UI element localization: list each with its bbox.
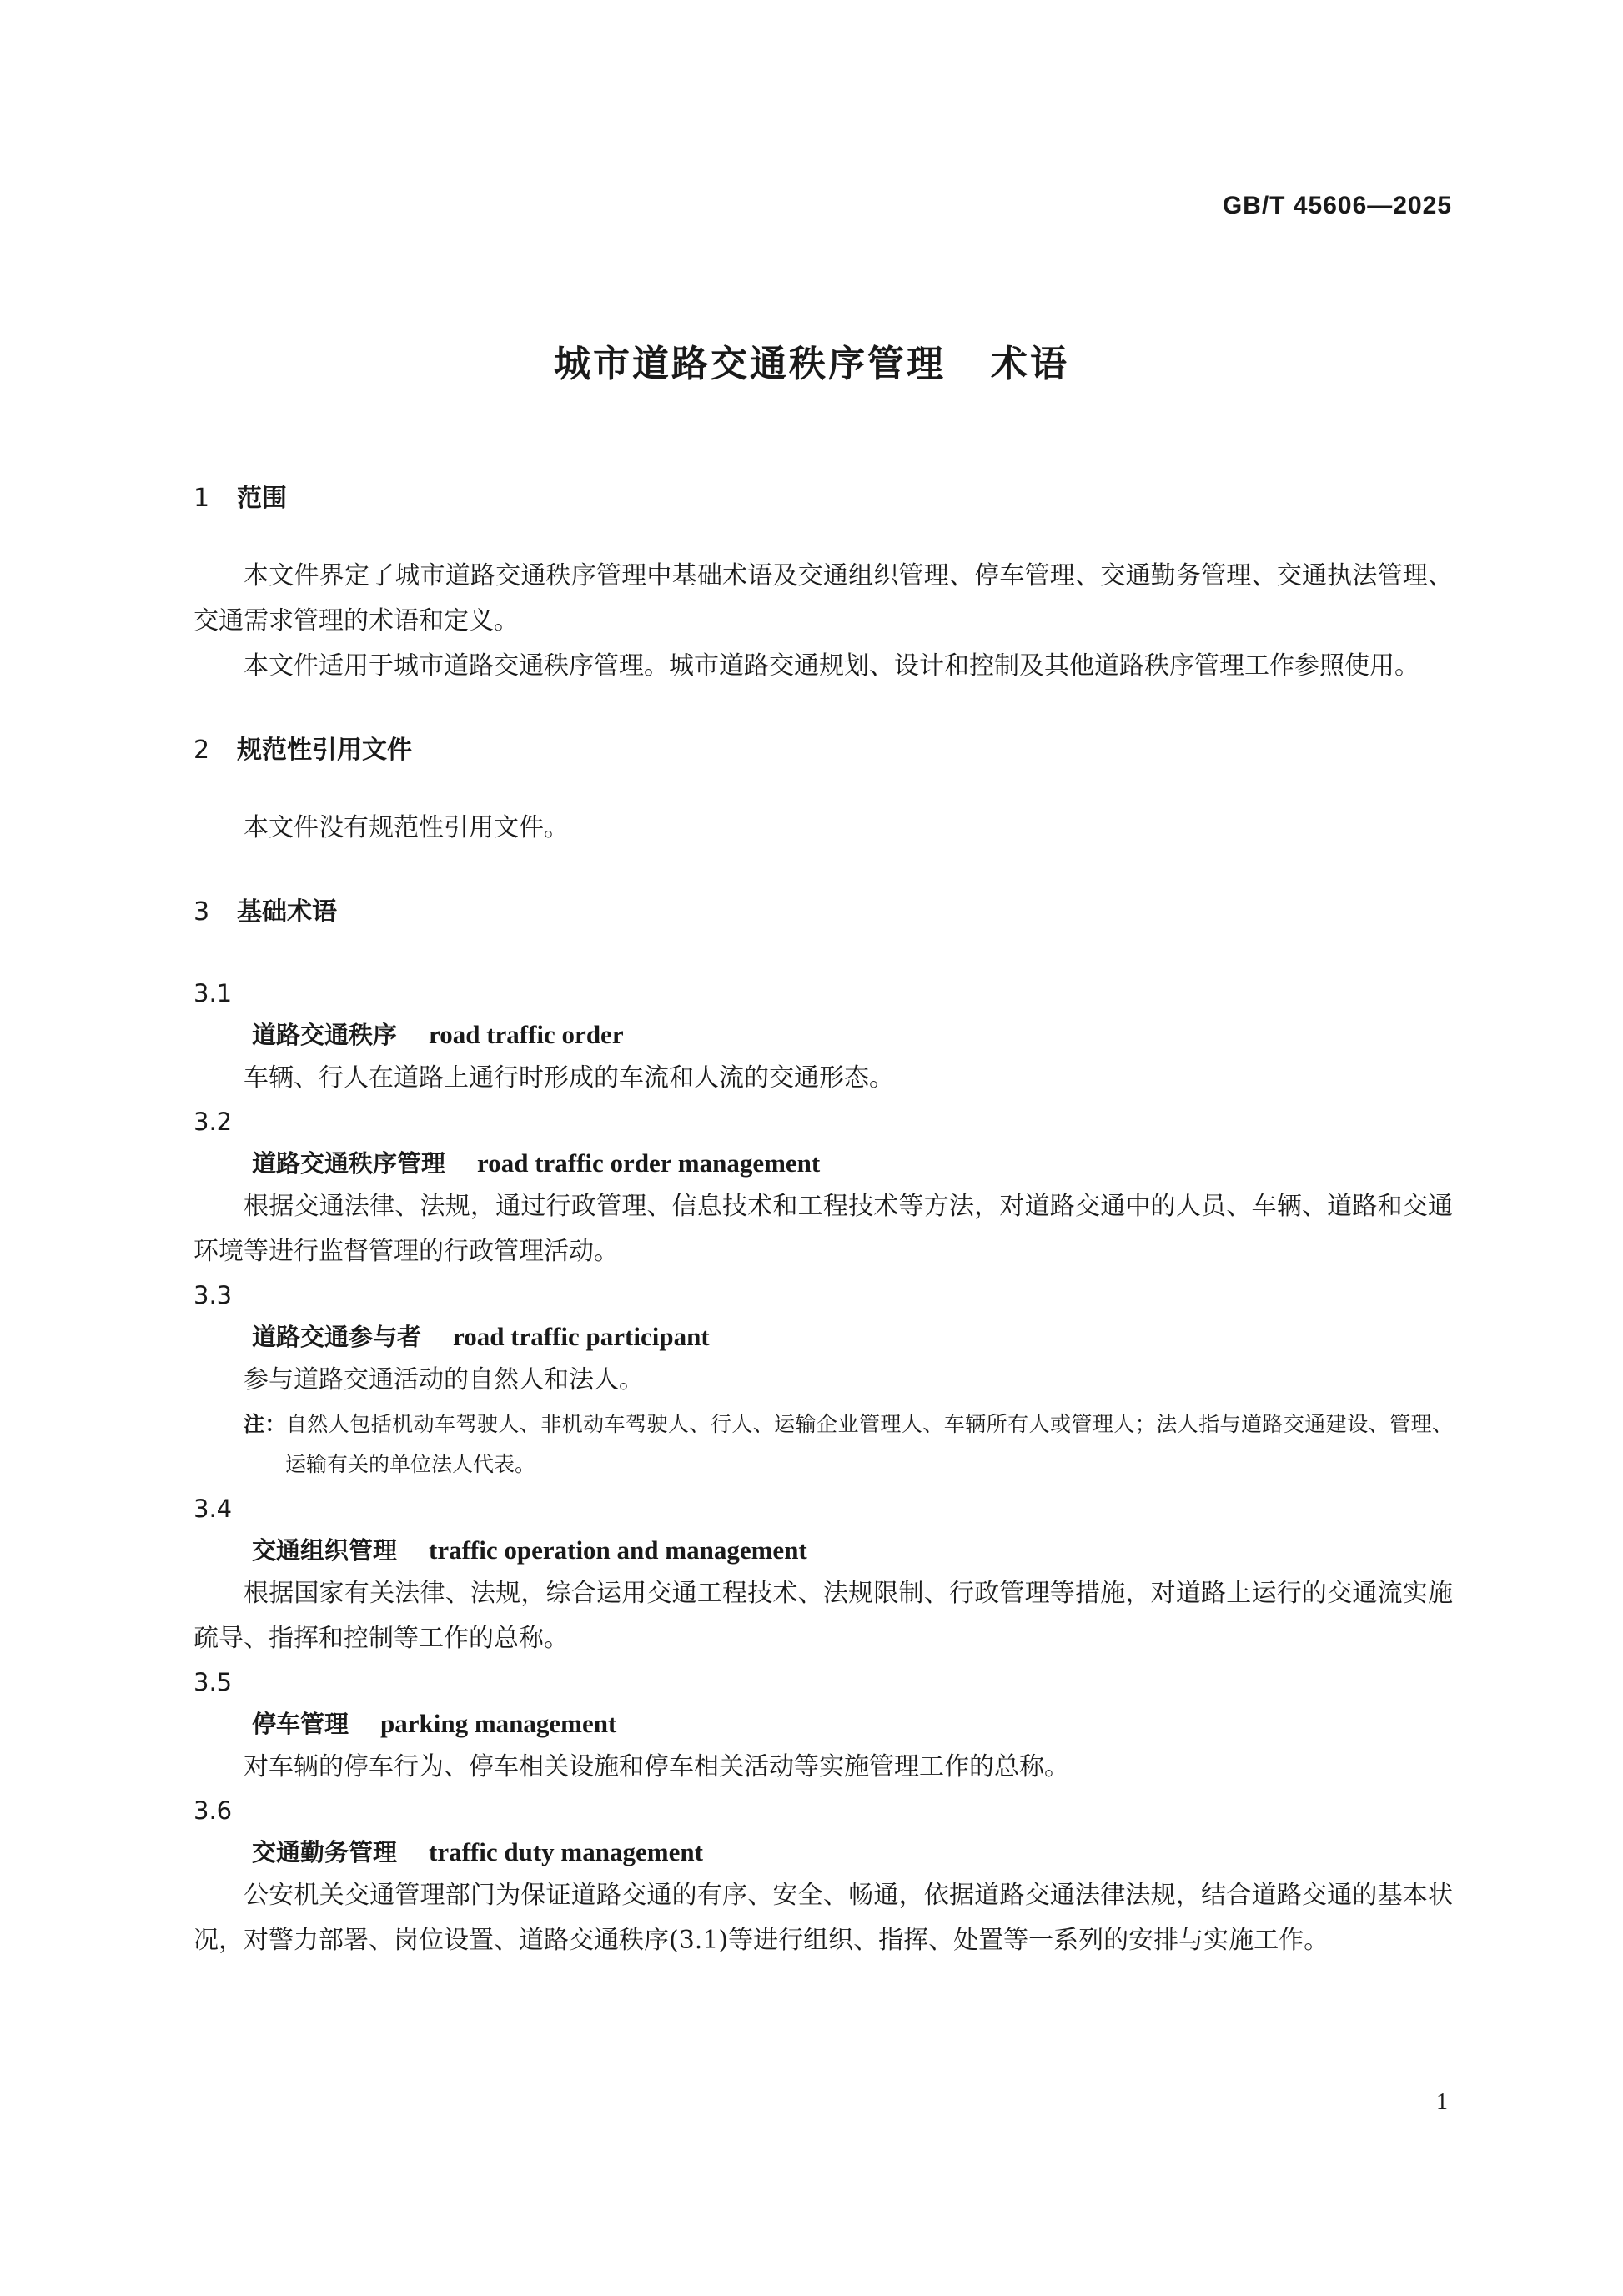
term-number: 3.2 [193,1108,233,1136]
section-number: 2 [193,736,210,765]
section-heading-basic-terms [193,896,1453,929]
section-number: 3 [193,897,210,927]
term-en: traffic duty management [429,1837,703,1866]
section-title: 基础术语 [237,897,337,927]
term-title [193,1014,1453,1056]
term-zh: 道路交通秩序管理 [252,1149,446,1178]
term-number: 3.4 [193,1495,233,1523]
document-title-sub: 术语 [991,343,1069,385]
term-en: parking management [380,1709,617,1738]
term-title [193,1703,1453,1745]
term-number: 3.5 [193,1668,233,1696]
term-note [193,1404,1453,1485]
term-number: 3.1 [193,979,233,1007]
paragraph: 本文件没有规范性引用文件。 [244,813,569,842]
term-definition: 根据国家有关法律、法规，综合运用交通工程技术、法规限制、行政管理等措施，对道路上运行的交通流实施疏导、指挥和控制等工作的总称。 [193,1579,1453,1653]
term-definition: 对车辆的停车行为、停车相关设施和停车相关活动等实施管理工作的总称。 [244,1752,1069,1781]
term-number: 3.3 [193,1281,233,1309]
term-title [193,1316,1453,1358]
note-text: 自然人包括机动车驾驶人、非机动车驾驶人、行人、运输企业管理人、车辆所有人或管理人；法人指与道路交通建设、管理、运输有关的单位法人代表。 [285,1412,1453,1476]
term-zh: 道路交通秩序 [252,1021,398,1049]
term-en: road traffic order [429,1020,624,1049]
term-en: traffic operation and management [429,1535,807,1565]
document-body [193,482,1453,1963]
section-heading-scope [193,482,1453,515]
term-definition: 根据交通法律、法规，通过行政管理、信息技术和工程技术等方法，对道路交通中的人员、车辆、道路和交通环境等进行监督管理的行政管理活动。 [193,1192,1453,1266]
term-zh: 交通勤务管理 [252,1838,398,1866]
document-title [0,334,1623,387]
term-definition: 参与道路交通活动的自然人和法人。 [244,1365,644,1394]
term-definition: 公安机关交通管理部门为保证道路交通的有序、安全、畅通，依据道路交通法律法规，结合道路交通的基本状况，对警力部署、岗位设置、道路交通秩序(3.1)等进行组织、指挥、处置等一系列的安排与实施工作。 [193,1881,1453,1955]
note-label: 注： [244,1412,286,1436]
section-heading-normative-refs [193,734,1453,767]
term-zh: 道路交通参与者 [252,1323,422,1351]
section-title: 规范性引用文件 [237,736,412,765]
paragraph: 本文件适用于城市道路交通秩序管理。城市道路交通规划、设计和控制及其他道路秩序管理工作参照使用。 [244,651,1419,681]
term-en: road traffic order management [477,1148,821,1178]
paragraph: 本文件界定了城市道路交通秩序管理中基础术语及交通组织管理、停车管理、交通勤务管理、交通执法管理、交通需求管理的术语和定义。 [193,561,1453,636]
section-title: 范围 [237,484,287,513]
page-number: 1 [1436,2089,1448,2115]
term-title [193,1831,1453,1873]
document-title-main: 城市道路交通秩序管理 [554,343,946,385]
term-zh: 交通组织管理 [252,1536,398,1565]
term-definition: 车辆、行人在道路上通行时形成的车流和人流的交通形态。 [244,1063,894,1093]
standard-code: GB/T 45606—2025 [1222,192,1452,219]
section-number: 1 [193,484,210,513]
term-title [193,1530,1453,1571]
term-title [193,1143,1453,1184]
term-number: 3.6 [193,1796,233,1825]
term-zh: 停车管理 [252,1710,349,1738]
term-en: road traffic participant [453,1322,710,1351]
